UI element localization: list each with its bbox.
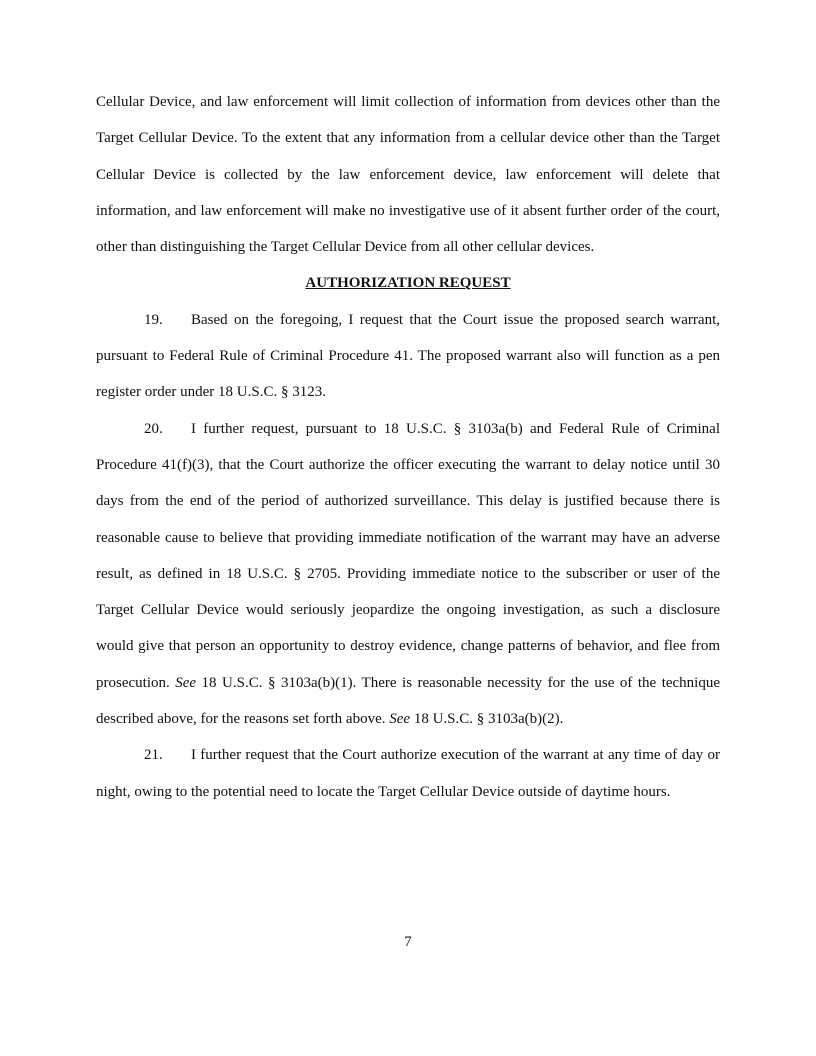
paragraph-21 xyxy=(96,737,720,810)
paragraph-20 xyxy=(96,411,720,738)
document-body xyxy=(96,84,720,810)
paragraph-text: I further request that the Court authorize execution of the warrant at any time of day or night, owing to the potential need to locate the Target Cellular Device outside of daytime hours. xyxy=(96,747,720,800)
citation-signal: See xyxy=(389,711,411,728)
continuation-paragraph: Cellular Device, and law enforcement will limit collection of information from devices other than the Target Cellular Device. To the extent that any information from a cellular device other than the Target Cellular Device is collected by the law enforcement device, law enforcement will delete that information, and law enforcement will make no investigative use of it absent further order of the court, other than distinguishing the Target Cellular Device from all other cellular devices. xyxy=(96,94,720,256)
page-number: 7 xyxy=(404,934,412,950)
citation-signal: See xyxy=(175,674,197,691)
paragraph-number: 21. xyxy=(144,747,163,764)
paragraph-number: 20. xyxy=(144,420,163,437)
section-heading: AUTHORIZATION REQUEST xyxy=(305,275,511,292)
paragraph-text: I further request, pursuant to 18 U.S.C. § 3103a(b) and Federal Rule of Criminal Procedure 41(f)(3), that the Court authorize the officer executing the warrant to delay notice until 30 days from the end of the period of authorized surveillance. This delay is justified because there is reasonable cause to believe that providing immediate notification of the warrant may have an adverse result, as defined in 18 U.S.C. § 2705. Providing immediate notice to the subscriber or user of the Target Cellular Device would seriously jeopardize the ongoing investigation, as such a disclosure would give that person an opportunity to destroy evidence, change patterns of behavior, and flee from prosecution. xyxy=(96,420,720,691)
paragraph-19 xyxy=(96,302,720,411)
paragraph-text: 18 U.S.C. § 3103a(b)(2). xyxy=(410,711,564,728)
paragraph-text: Based on the foregoing, I request that the Court issue the proposed search warrant, pursuant to Federal Rule of Criminal Procedure 41. The proposed warrant also will function as a pen register order under 18 U.S.C. § 3123. xyxy=(96,311,720,401)
paragraph-number: 19. xyxy=(144,311,163,328)
paragraph-text: 18 U.S.C. § 3103a(b)(1). There is reasonable necessity for the use of the technique described above, for the reasons set forth above. xyxy=(96,674,721,728)
